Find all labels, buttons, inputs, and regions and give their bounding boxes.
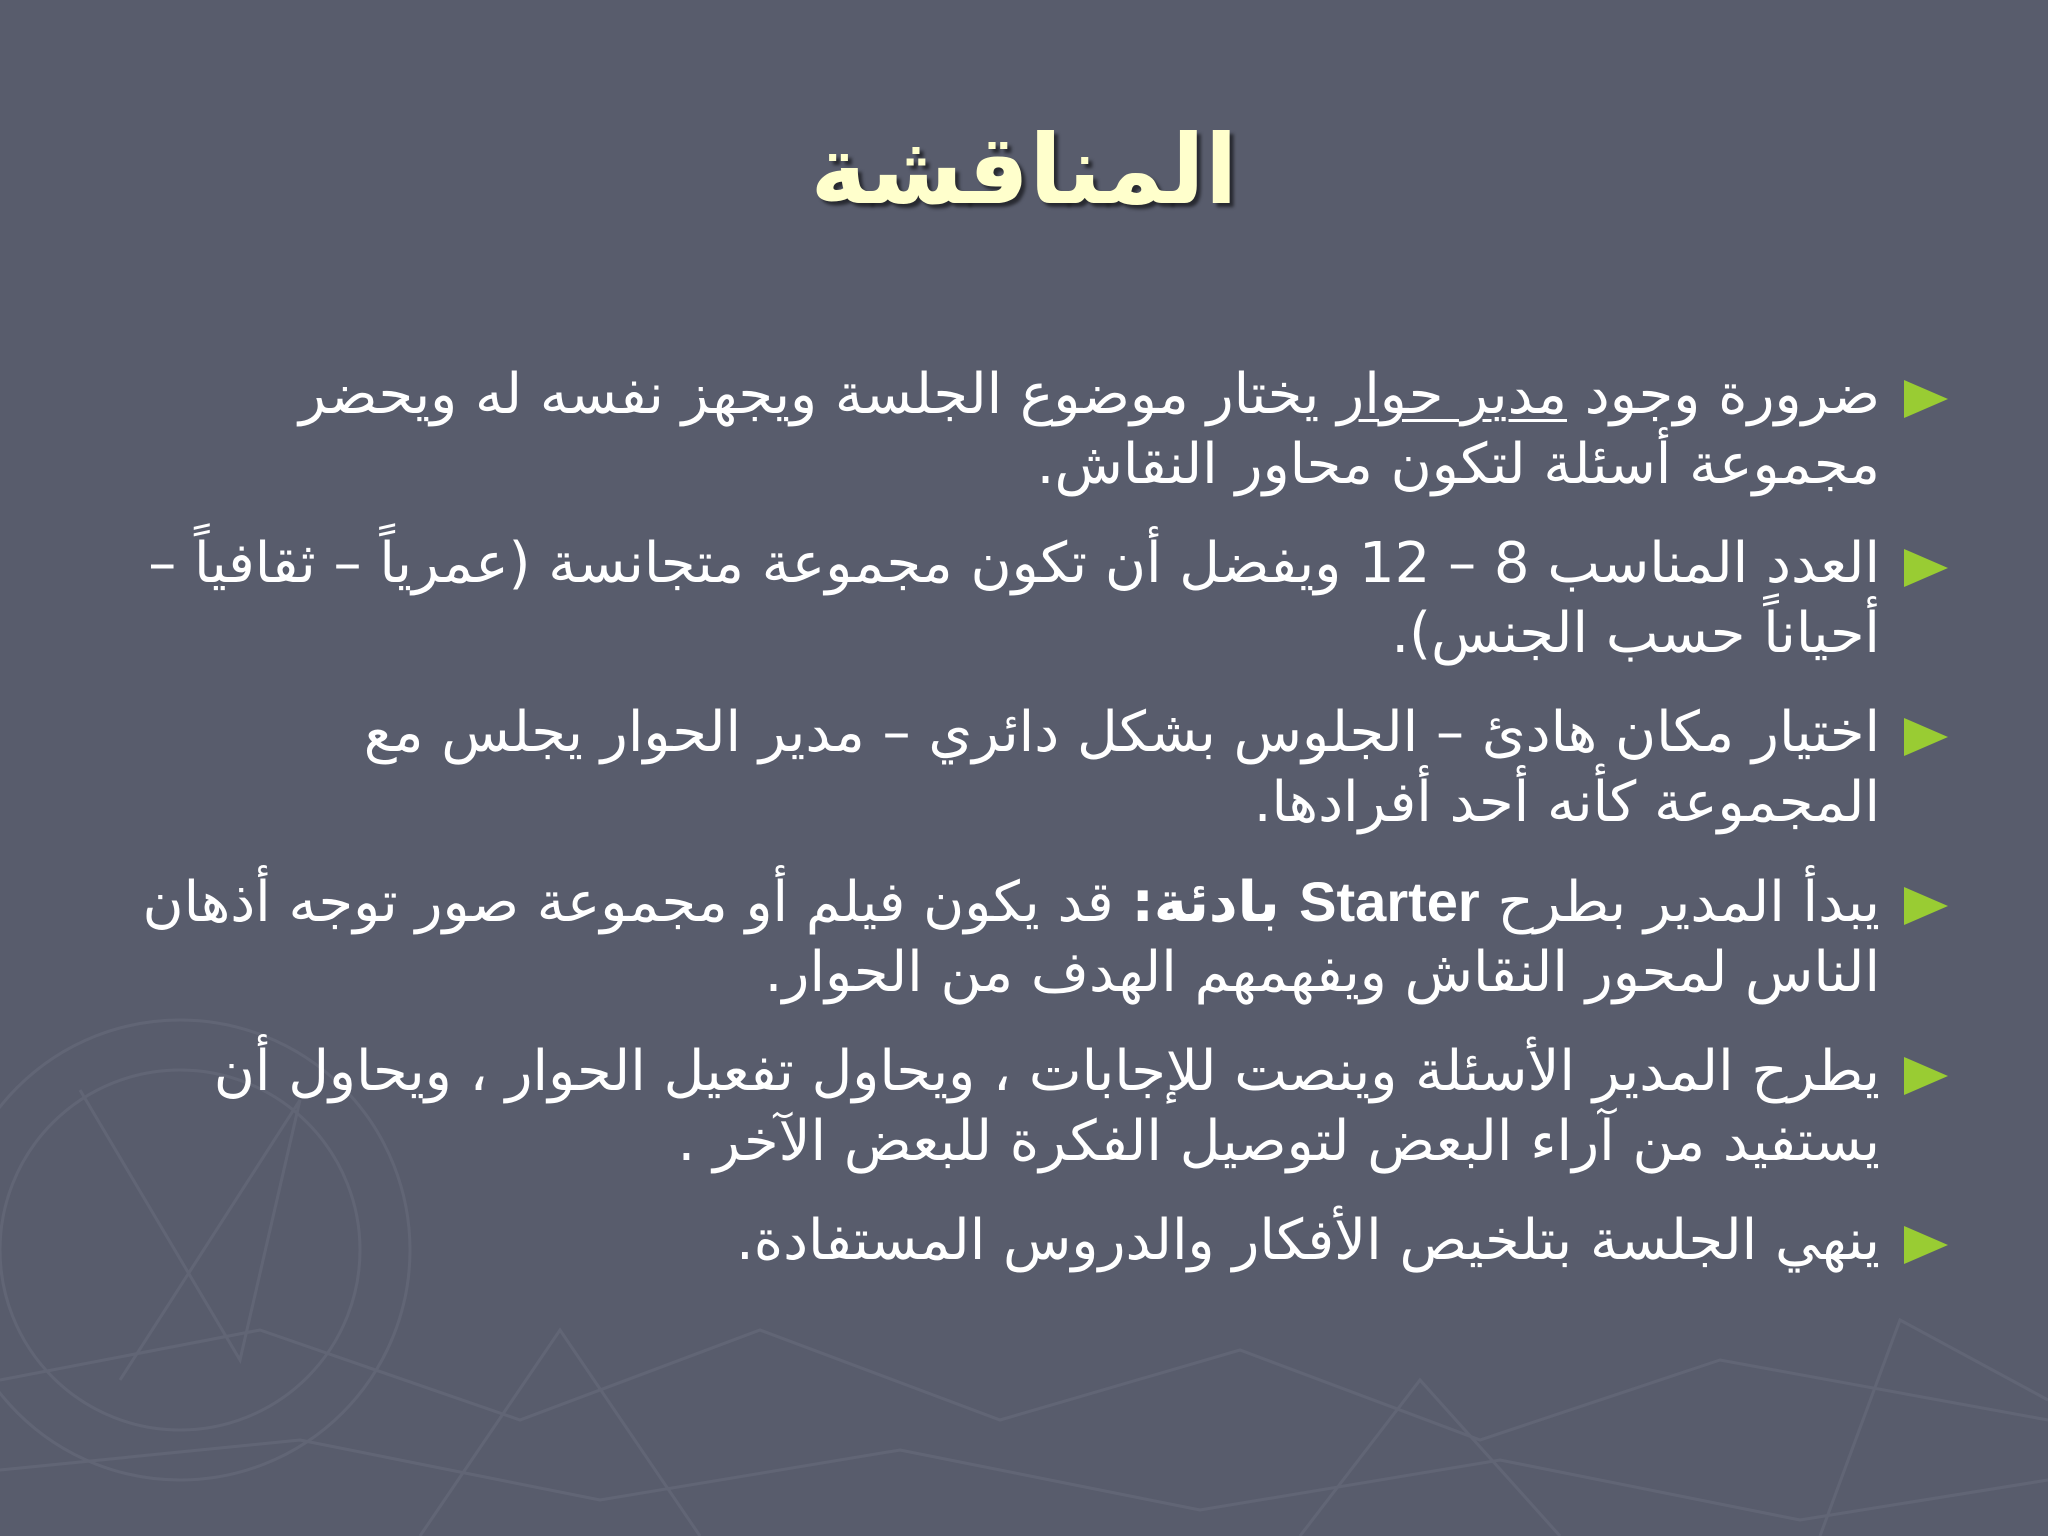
bullet-text: اختيار مكان هادئ – الجلوس بشكل دائري – مدير الحوار يجلس مع المجموعة كأنه أحد أفرادها. xyxy=(363,700,1880,835)
bullet-item-summary xyxy=(130,1206,1970,1276)
bullet-text-bold: بادئة: xyxy=(1131,870,1300,935)
bullet-text-part: يبدأ المدير بطرح xyxy=(1479,870,1880,935)
bullet-text-underlined: مدير حوار xyxy=(1337,362,1567,427)
triangle-bullet-icon xyxy=(1904,1226,1948,1264)
triangle-bullet-icon xyxy=(1904,718,1948,756)
triangle-bullet-icon xyxy=(1904,380,1948,418)
bullet-list xyxy=(130,360,1970,1305)
bullet-text: ينهي الجلسة بتلخيص الأفكار والدروس المستفادة. xyxy=(735,1208,1880,1273)
bullet-text: العدد المناسب 8 – 12 ويفضل أن تكون مجموعة متجانسة (عمرياً – ثقافياً – أحياناً حسب الجنس). xyxy=(148,531,1880,666)
bullet-text-part: يختار موضوع الجلسة ويجهز نفسه له ويحضر مجموعة أسئلة لتكون محاور النقاش. xyxy=(298,362,1880,497)
bullet-item-questions xyxy=(130,1037,1970,1177)
bullet-item-starter xyxy=(130,867,1970,1008)
triangle-bullet-icon xyxy=(1904,1057,1948,1095)
slide-title: المناقشة xyxy=(810,114,1238,226)
bullet-text-starter: Starter xyxy=(1299,870,1480,933)
bullet-item-location xyxy=(130,698,1970,838)
bullet-item-moderator xyxy=(130,360,1970,500)
bullet-text: يطرح المدير الأسئلة وينصت للإجابات ، ويحاول تفعيل الحوار ، ويحاول أن يستفيد من آراء البعض لتوصيل الفكرة للبعض الآخر . xyxy=(213,1039,1880,1174)
triangle-bullet-icon xyxy=(1904,549,1948,587)
triangle-bullet-icon xyxy=(1904,887,1948,925)
bullet-text-part: ضرورة وجود xyxy=(1566,362,1880,427)
bullet-text-part: قد يكون فيلم أو مجموعة صور توجه أذهان الناس لمحور النقاش ويفهمهم الهدف من الحوار. xyxy=(142,870,1880,1005)
bullet-item-group-size xyxy=(130,529,1970,669)
